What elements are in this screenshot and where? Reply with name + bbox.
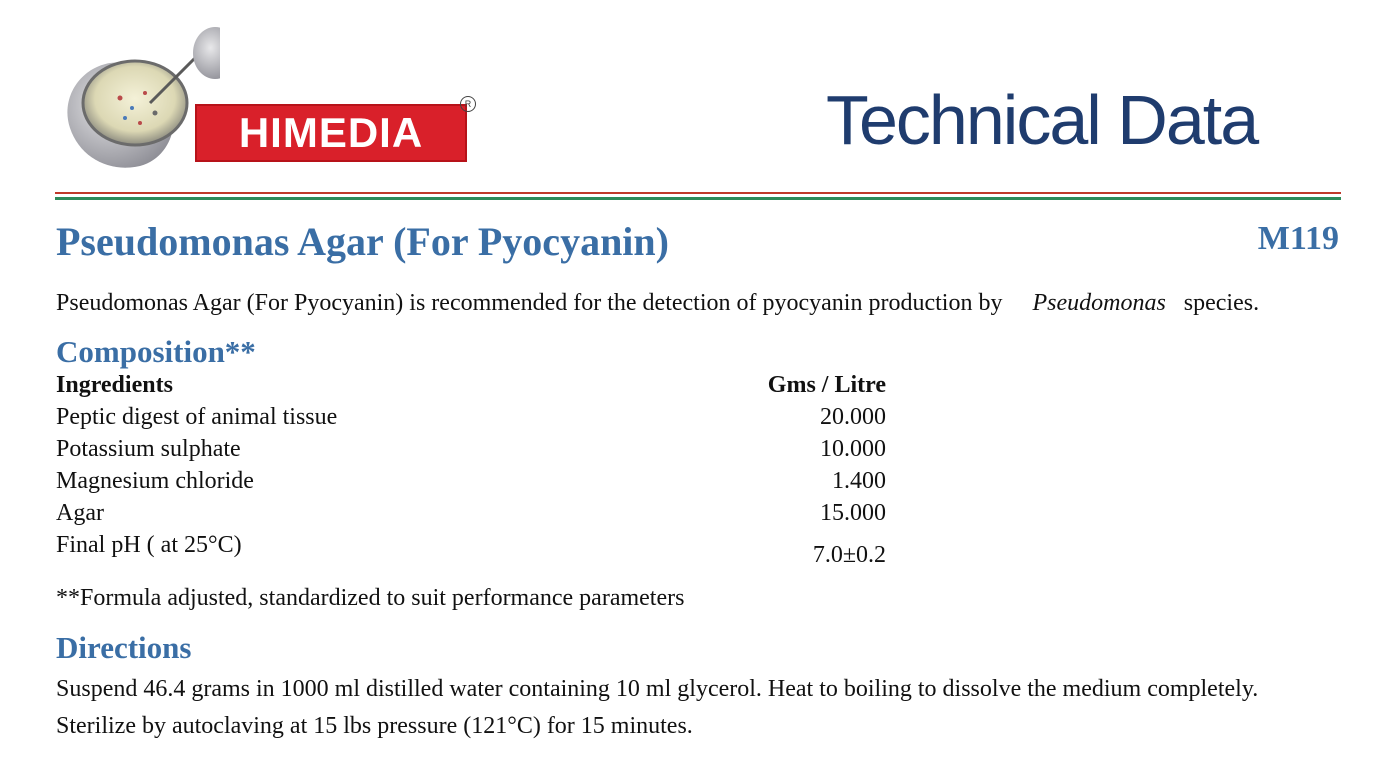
table-row	[56, 468, 886, 500]
product-title: Pseudomonas Agar (For Pyocyanin)	[56, 219, 669, 264]
directions-line-2: Sterilize by autoclaving at 15 lbs pressure (121°C) for 15 minutes.	[56, 713, 693, 739]
amount-column-header: Gms / Litre	[767, 372, 886, 398]
composition-heading: Composition**	[56, 334, 256, 369]
header-rule-green	[55, 197, 1341, 200]
intro-species-name: Pseudomonas	[1032, 290, 1166, 316]
table-row	[56, 436, 886, 468]
ph-label: Final pH ( at 25°C)	[56, 532, 242, 558]
ph-row	[56, 532, 886, 572]
composition-table	[56, 372, 886, 572]
table-header-row	[56, 372, 886, 404]
himedia-logo	[60, 8, 472, 178]
table-row	[56, 500, 886, 532]
technical-data-title: Technical Data	[826, 81, 1258, 159]
ph-value: 7.0±0.2	[812, 542, 886, 568]
directions-heading: Directions	[56, 630, 192, 665]
table-row	[56, 404, 886, 436]
intro-paragraph	[56, 290, 1259, 317]
logo-wordmark: HIMEDIA	[195, 104, 467, 162]
ingredient-amount: 20.000	[820, 404, 886, 430]
ingredient-amount: 15.000	[820, 500, 886, 526]
ingredient-amount: 1.400	[832, 468, 886, 494]
product-code: M119	[1257, 220, 1339, 257]
directions-line-1: Suspend 46.4 grams in 1000 ml distilled water containing 10 ml glycerol. Heat to boiling to dissolve the medium completely.	[56, 676, 1259, 702]
intro-text: Pseudomonas Agar (For Pyocyanin) is recommended for the detection of pyocyanin production by	[56, 290, 1003, 316]
intro-text-end: species.	[1183, 290, 1260, 316]
ingredient-name: Potassium sulphate	[56, 436, 241, 462]
header-rule-red	[55, 192, 1341, 194]
ingredients-column-header: Ingredients	[56, 372, 173, 398]
formula-note: **Formula adjusted, standardized to suit performance parameters	[56, 585, 685, 611]
ingredient-name: Agar	[56, 500, 104, 526]
ingredient-name: Peptic digest of animal tissue	[56, 404, 338, 430]
ingredient-amount: 10.000	[820, 436, 886, 462]
ingredient-name: Magnesium chloride	[56, 468, 254, 494]
registered-mark-icon: R	[460, 96, 476, 112]
